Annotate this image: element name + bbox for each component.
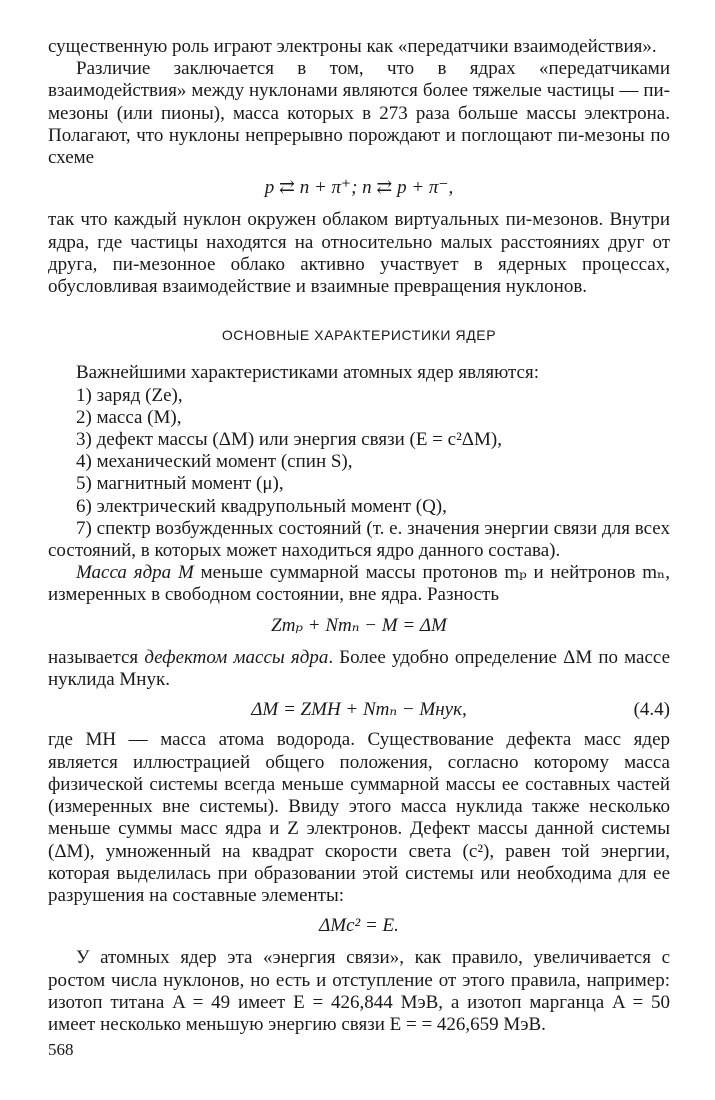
paragraph-6: где MH — масса атома водорода. Существование дефекта масс ядер является иллюстрацией общего положения, согласно которому масса физической системы всегда меньше суммарной массы ее составных частей (измеренных вне системы). Ввиду этого масса нуклида также несколько меньше суммы масс ядра и Z электронов. Дефект массы данной системы (ΔM), умноженный на квадрат скорости света (c²), равен той энергии, которая выделилась при образовании этой системы или необходима для ее разрушения на составные элементы: bbox=[48, 729, 670, 906]
term-nucleus-mass: Масса ядра M bbox=[76, 562, 194, 584]
paragraph-5 bbox=[48, 647, 670, 691]
paragraph-5-pre: называется bbox=[48, 646, 145, 668]
formula-pion-exchange: p ⇄ n + π⁺; n ⇄ p + π⁻, bbox=[264, 177, 454, 199]
paragraph-4-text: меньше суммарной массы протонов mₚ и нейтронов mₙ, измеренных в свободном состоянии, вне ядра. Разность bbox=[48, 562, 671, 606]
list-item: 3) дефект массы (ΔM) или энергия связи (E = c²ΔM), bbox=[76, 429, 502, 451]
list-item: 6) электрический квадрупольный момент (Q), bbox=[76, 495, 447, 517]
list-item: 4) механический момент (спин S), bbox=[76, 451, 353, 473]
list-item: 7) спектр возбужденных состояний (т. е. значения энергии связи для всех состояний, в которых может находиться ядро данного состава). bbox=[48, 517, 670, 562]
formula-4-4 bbox=[48, 699, 670, 721]
list-intro: Важнейшими характеристиками атомных ядер являются: bbox=[76, 362, 540, 384]
paragraph-3: так что каждый нуклон окружен облаком виртуальных пи-мезонов. Внутри ядра, где частицы находятся на относительно малых расстояниях друг от друга, пи-мезонное облако активно участвует в ядерных процессах, обусловливая взаимодействие и взаимные превращения нуклонов. bbox=[48, 209, 670, 298]
list-item: 1) заряд (Ze), bbox=[76, 384, 183, 406]
paragraph-7: У атомных ядер эта «энергия связи», как правило, увеличивается с ростом числа нуклонов, но есть и отступление от этого правила, например: изотоп титана A = 49 имеет E = 426,844 МэВ, а изотоп марганца A = 50 имеет несколько меньшую энергию связи E = = 426,659 МэВ. bbox=[48, 947, 670, 1035]
page-body bbox=[48, 36, 670, 1036]
paragraph-1: существенную роль играют электроны как «передатчики взаимодействия». bbox=[48, 36, 657, 57]
equation-number: (4.4) bbox=[633, 699, 670, 721]
formula-4-4-text: ΔM = ZMH + Nmₙ − Mнук, bbox=[251, 699, 467, 721]
page-number: 568 bbox=[48, 1040, 74, 1059]
list-item: 5) магнитный момент (μ), bbox=[76, 473, 284, 495]
list-item: 2) масса (M), bbox=[76, 406, 182, 428]
paragraph-4 bbox=[48, 562, 670, 606]
paragraph-2: Различие заключается в том, что в ядрах «передатчиками взаимодействия» между нуклонами являются более тяжелые частицы — пи-мезоны (или пионы), масса которых в 273 раза больше массы электрона. Полагают, что нуклоны непрерывно порождают и поглощают пи-мезоны по схеме bbox=[48, 58, 670, 169]
term-mass-defect: дефектом массы ядра bbox=[144, 646, 329, 668]
formula-mass-defect: Zmₚ + Nmₙ − M = ΔM bbox=[271, 614, 447, 636]
section-heading: ОСНОВНЫЕ ХАРАКТЕРИСТИКИ ЯДЕР bbox=[221, 327, 497, 344]
formula-energy: ΔMc² = E. bbox=[319, 915, 399, 937]
paragraph-5-post: . Более удобно определение ΔM по массе нуклида Mнук. bbox=[48, 646, 671, 691]
